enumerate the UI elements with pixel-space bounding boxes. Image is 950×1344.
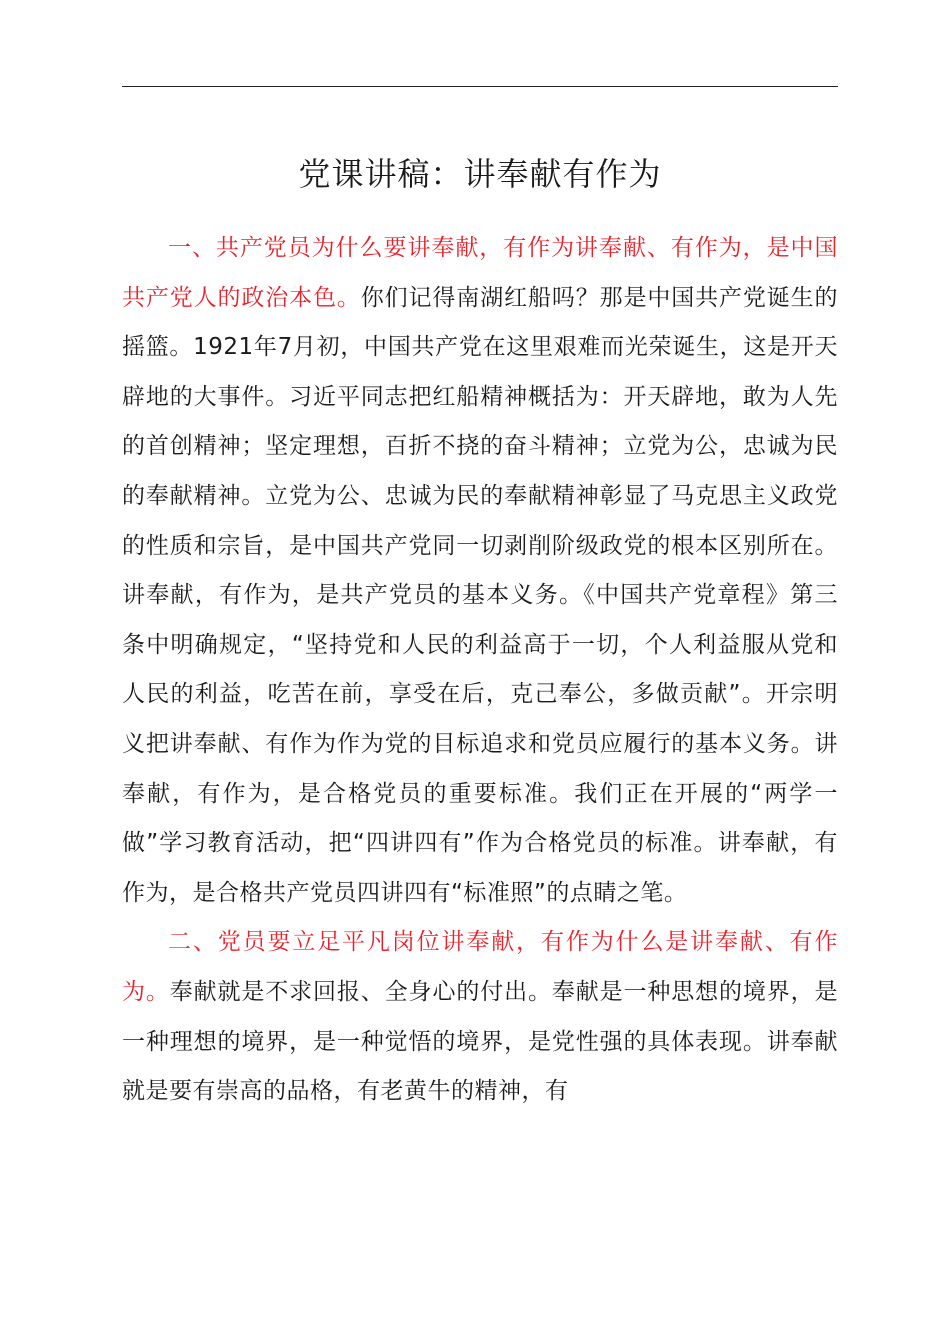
section-heading-2: 二、党员要立足平凡岗位讲奉献，有作为什么是讲奉献、有作为。 [122,929,838,1005]
paragraph-2 [122,918,838,1116]
section-heading-1: 一、共产党员为什么要讲奉献，有作为讲奉献、有作为，是中国共产党人的政治本色。 [122,235,838,311]
paragraph-1-text: 你们记得南湖红船吗？那是中国共产党诞生的摇篮。1921年7月初，中国共产党在这里艰难而光荣诞生，这是开天辟地的大事件。习近平同志把红船精神概括为：开天辟地，敢为人先的首创精神；坚定理想，百折不挠的奋斗精神；立党为公，忠诚为民的奉献精神。立党为公、忠诚为民的奉献精神彰显了马克思主义政党的性质和宗旨，是中国共产党同一切剥削阶级政党的根本区别所在。讲奉献，有作为，是共产党员的基本义务。《中国共产党章程》第三条中明确规定，“坚持党和人民的利益高于一切，个人利益服从党和人民的利益，吃苦在前，享受在后，克己奉公，多做贡献”。开宗明义把讲奉献、有作为作为党的目标追求和党员应履行的基本义务。讲奉献，有作为，是合格党员的重要标准。我们正在开展的“两学一做”学习教育活动，把“四讲四有”作为合格党员的标准。讲奉献，有作为，是合格共产党员四讲四有“标准照”的点睛之笔。 [122,284,839,906]
header-rule [122,86,838,87]
paragraph-2-text: 奉献就是不求回报、全身心的付出。奉献是一种思想的境界，是一种理想的境界，是一种觉悟的境界，是党性强的具体表现。讲奉献就是要有崇高的品格，有老黄牛的精神，有 [122,978,839,1105]
document-body [122,224,838,1117]
paragraph-1 [122,224,838,918]
document-title: 党课讲稿：讲奉献有作为 [298,155,662,193]
